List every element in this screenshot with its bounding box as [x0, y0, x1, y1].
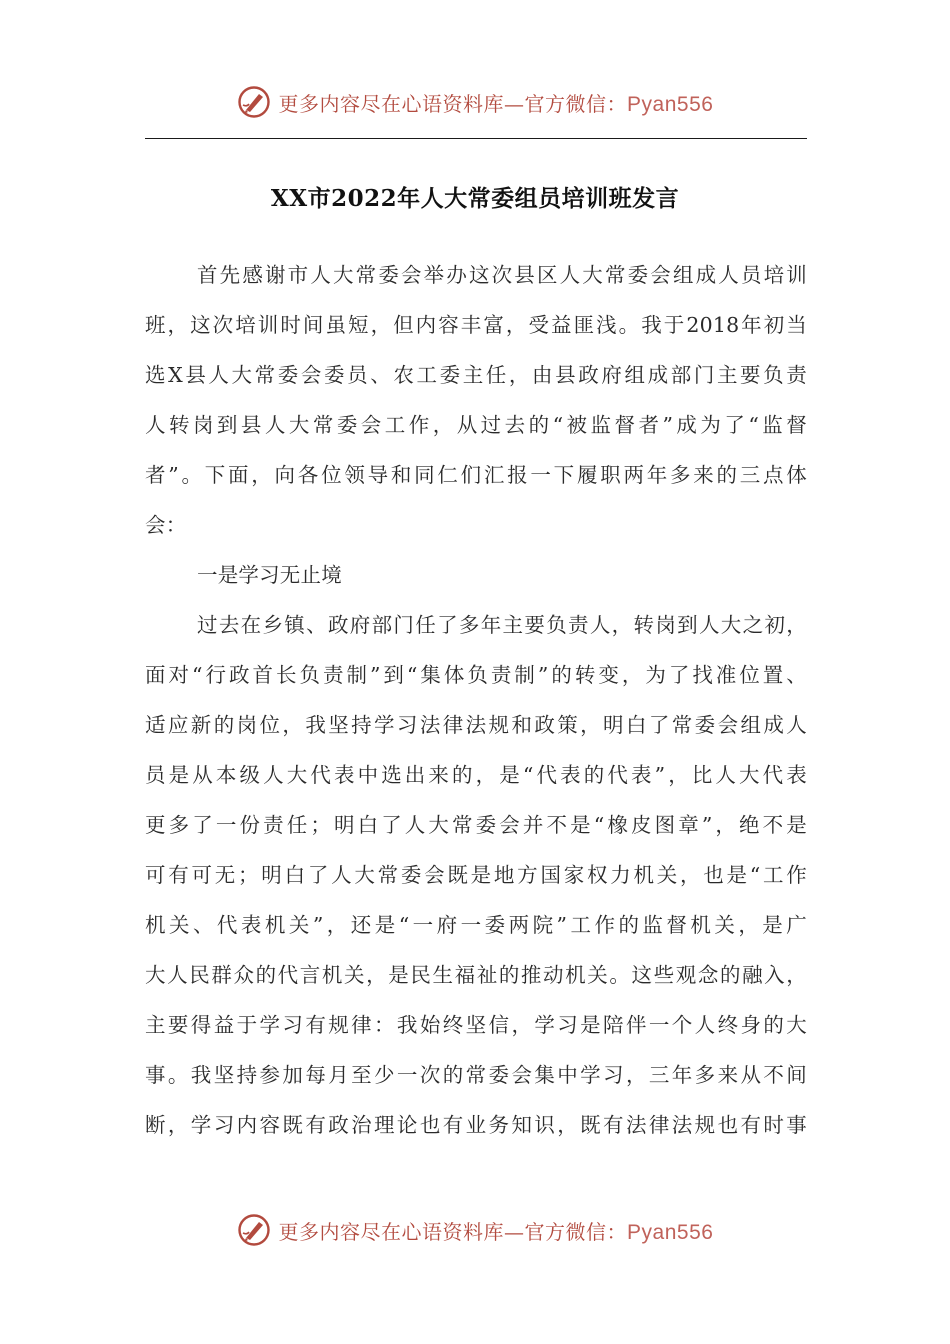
footer-watermark — [0, 1210, 950, 1250]
text-line: 更多了一份责任；明白了人大常委会并不是“橡皮图章”，绝不是 — [145, 813, 807, 837]
watermark-text: 更多内容尽在心语资料库—官方微信：Pyan556 — [278, 1219, 714, 1244]
text-line: 大人民群众的代言机关，是民生福祉的推动机关。这些观念的融入， — [145, 963, 807, 987]
text-line: 面对“行政首长负责制”到“集体负责制”的转变，为了找准位置、 — [145, 663, 807, 687]
text-line: 会： — [145, 513, 187, 537]
text-line: 过去在乡镇、政府部门任了多年主要负责人，转岗到人大之初， — [197, 613, 807, 637]
text-line: 选X县人大常委会委员、农工委主任，由县政府组成部门主要负责 — [145, 363, 807, 387]
page-title: XX市2022年人大常委组员培训班发言 — [270, 185, 680, 212]
watermark-text: 更多内容尽在心语资料库—官方微信：Pyan556 — [278, 91, 714, 116]
header-divider — [145, 138, 807, 139]
text-line: 主要得益于学习有规律：我始终坚信，学习是陪伴一个人终身的大 — [145, 1013, 807, 1037]
text-line: 人转岗到县人大常委会工作，从过去的“被监督者”成为了“监督 — [145, 413, 807, 437]
text-line: 首先感谢市人大常委会举办这次县区人大常委会组成人员培训 — [197, 263, 807, 287]
text-line: 机关、代表机关”，还是“一府一委两院”工作的监督机关，是广 — [145, 913, 807, 937]
text-line: 可有可无；明白了人大常委会既是地方国家权力机关，也是“工作 — [145, 863, 807, 887]
text-line: 适应新的岗位，我坚持学习法律法规和政策，明白了常委会组成人 — [145, 713, 807, 737]
section-heading: 一是学习无止境 — [197, 563, 342, 587]
wechat-handle: Pyan556 — [627, 1220, 714, 1244]
text-line: 断，学习内容既有政治理论也有业务知识，既有法律法规也有时事 — [145, 1113, 807, 1137]
wechat-handle: Pyan556 — [627, 92, 714, 116]
text-line: 员是从本级人大代表中选出来的，是“代表的代表”，比人大代表 — [145, 763, 807, 787]
pen-logo-icon — [237, 85, 271, 119]
text-line: 班，这次培训时间虽短，但内容丰富，受益匪浅。我于2018年初当 — [145, 313, 807, 337]
document-body — [145, 250, 807, 1150]
pen-logo-icon — [237, 1213, 271, 1247]
header-watermark — [0, 82, 950, 122]
text-line: 者”。下面，向各位领导和同仁们汇报一下履职两年多来的三点体 — [145, 463, 807, 487]
text-line: 事。我坚持参加每月至少一次的常委会集中学习，三年多来从不间 — [145, 1063, 807, 1087]
